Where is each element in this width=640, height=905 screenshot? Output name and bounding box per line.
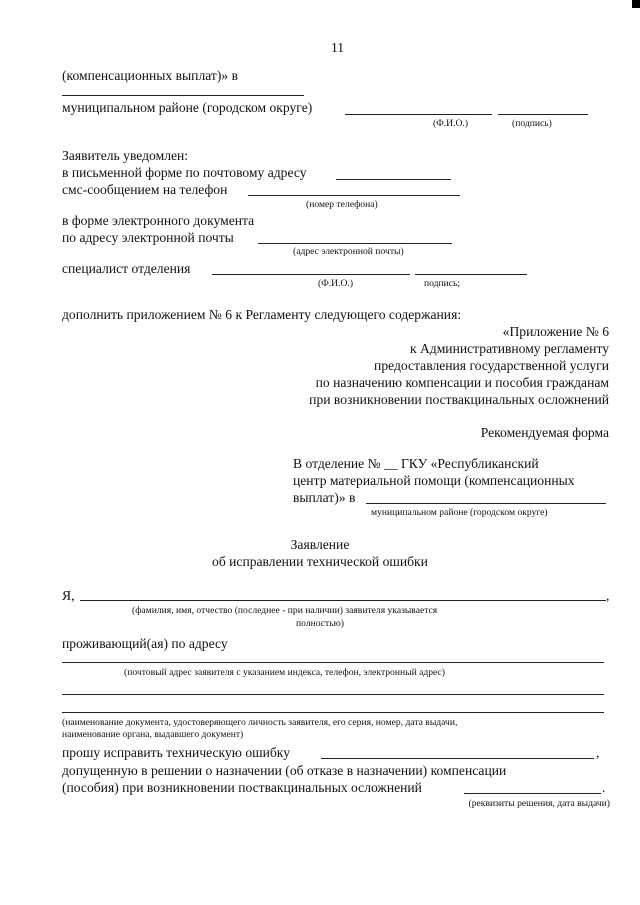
notice-sms: смс-сообщением на телефон: [62, 182, 228, 197]
corner-mark: [632, 0, 640, 8]
addressee-caption: муниципальном районе (городском округе): [371, 507, 548, 518]
form-ya: Я,: [62, 588, 75, 603]
top-blank-line[interactable]: [62, 95, 304, 96]
notice-specialist: специалист отделения: [62, 261, 191, 276]
appendix-line-3: предоставления государственной услуги: [374, 358, 609, 373]
page-number: 11: [331, 40, 345, 55]
appendix-line-4: по назначению компенсации и пособия гражданам: [315, 375, 609, 390]
appendix-line-2: к Административному регламенту: [409, 341, 609, 356]
address-field[interactable]: [62, 662, 604, 663]
specialist-fio-field[interactable]: [212, 274, 410, 275]
email-field[interactable]: [258, 243, 452, 244]
applicant-name-field[interactable]: [80, 600, 606, 601]
id-document-field-1[interactable]: [62, 694, 604, 695]
phone-caption: (номер телефона): [306, 199, 378, 210]
form-residing: проживающий(ая) по адресу: [62, 636, 228, 651]
notice-email-line: по адресу электронной почты: [62, 230, 234, 245]
doc-caption-2: наименование органа, выдавшего документ): [62, 729, 244, 740]
fio-field[interactable]: [345, 114, 492, 115]
form-ya-comma: ,: [606, 588, 610, 603]
form-decision-2-end: .: [602, 780, 606, 795]
addressee-line-1: В отделение № __ ГКУ «Республиканский: [293, 456, 539, 471]
technical-error-field[interactable]: [321, 758, 594, 759]
form-decision-2: (пособия) при возникновении поствакцинальных осложнений: [62, 780, 422, 795]
top-line-2: муниципальном районе (городском округе): [62, 100, 313, 115]
doc-caption-1: (наименование документа, удостоверяющего личность заявителя, его серия, номер, дата выдачи,: [62, 717, 458, 728]
top-signature-caption: (подпись): [512, 118, 552, 129]
fio-caption-2: полностью): [296, 618, 344, 629]
amend-text: дополнить приложением № 6 к Регламенту следующего содержания:: [62, 307, 462, 322]
id-document-field-2[interactable]: [62, 712, 604, 713]
decision-caption: (реквизиты решения, дата выдачи): [468, 798, 610, 809]
notice-edoc: в форме электронного документа: [62, 213, 255, 228]
signature-field[interactable]: [498, 114, 588, 115]
recommended-form: Рекомендуемая форма: [480, 425, 609, 440]
addressee-line-3: выплат)» в: [293, 490, 356, 505]
fio-caption-1: (фамилия, имя, отчество (последнее - при наличии) заявителя указывается: [132, 605, 438, 616]
email-caption: (адрес электронной почты): [293, 246, 404, 257]
form-request-comma: ,: [596, 745, 600, 760]
form-request: прошу исправить техническую ошибку: [62, 745, 290, 760]
phone-field[interactable]: [248, 195, 460, 196]
addressee-line-2: центр материальной помощи (компенсационных: [293, 473, 575, 488]
specialist-signature-field[interactable]: [415, 274, 527, 275]
addressee-district-field[interactable]: [366, 503, 606, 504]
form-decision-1: допущенную в решении о назначении (об отказе в назначении) компенсации: [62, 763, 507, 778]
appendix-line-5: при возникновении поствакцинальных осложнений: [309, 392, 609, 407]
specialist-fio-caption: (Ф.И.О.): [318, 278, 354, 289]
top-fio-caption: (Ф.И.О.): [433, 118, 469, 129]
specialist-signature-caption: подпись;: [424, 278, 461, 289]
top-line-1: (компенсационных выплат)» в: [62, 68, 238, 83]
notice-mail: в письменной форме по почтовому адресу: [62, 165, 307, 180]
notice-heading: Заявитель уведомлен:: [62, 148, 189, 163]
decision-details-field[interactable]: [464, 793, 601, 794]
appendix-line-1: «Приложение № 6: [502, 324, 609, 339]
address-caption: (почтовый адрес заявителя с указанием индекса, телефон, электронный адрес): [124, 667, 445, 678]
title-line-2: об исправлении технической ошибки: [212, 554, 428, 569]
title-line-1: Заявление: [290, 537, 350, 552]
mail-field[interactable]: [336, 179, 451, 180]
